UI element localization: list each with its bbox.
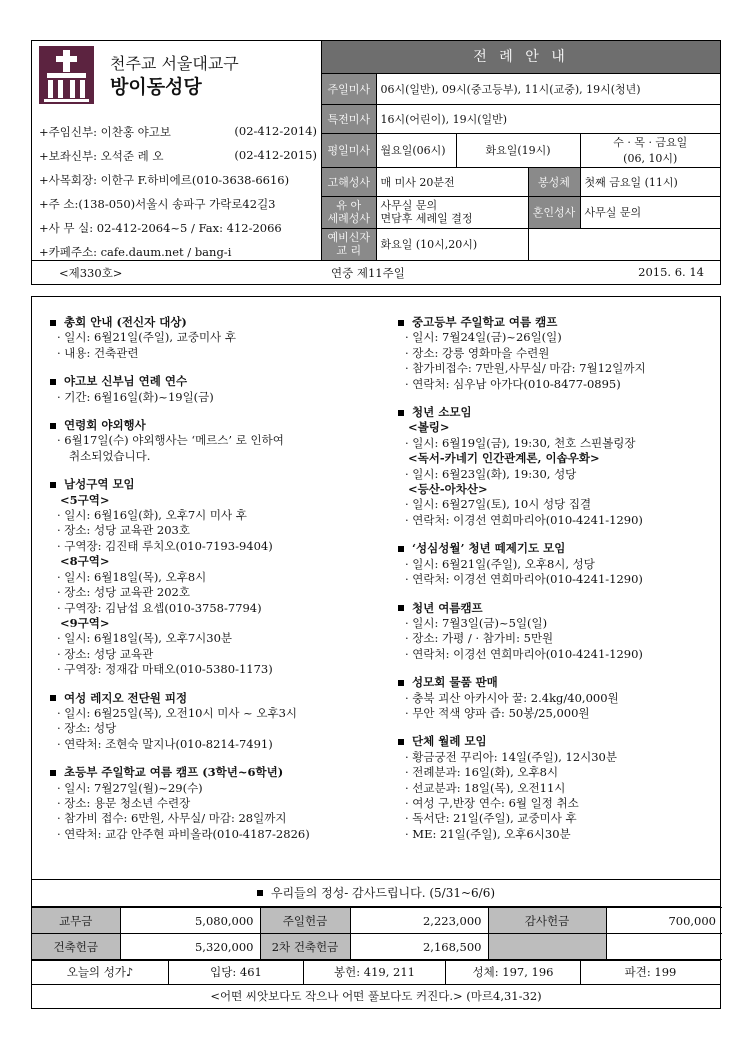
hymn-label: 오늘의 성가♪ xyxy=(32,961,169,984)
bulletin-header xyxy=(31,40,721,261)
news-section-title: 야고보 신부님 연례 연수 xyxy=(50,374,385,389)
bullet-icon xyxy=(50,320,56,326)
news-section xyxy=(50,477,385,677)
news-detail-line: · 참가비접수: 7만원,사무실/ 마감: 7월12일까지 xyxy=(405,361,646,376)
sunday-mass-label: 주일미사 xyxy=(322,74,376,104)
news-detail-line: · 6월17일(수) 야외행사는 ‘메르스’ 로 인하여 xyxy=(57,433,284,448)
offering-amount: 5,080,000 xyxy=(120,908,260,934)
news-detail-line: · 독서단: 21일(주일), 교중미사 후 xyxy=(405,811,577,826)
bullet-icon xyxy=(398,739,404,745)
news-section xyxy=(50,691,385,753)
offering-amount xyxy=(606,934,722,960)
hymn-offertory: 봉헌: 419, 211 xyxy=(304,961,446,984)
liturgical-week: 연중 제11주일 xyxy=(331,266,405,280)
news-detail-line: · 장소: 성당 교육관 203호 xyxy=(57,523,190,538)
news-section-title: 청년 여름캠프 xyxy=(398,601,718,616)
news-detail-line: · 무안 적색 양파 즙: 50봉/25,000원 xyxy=(405,705,590,720)
news-detail-line: · 연락처: 심우남 아가다(010-8477-0895) xyxy=(405,376,621,391)
news-box xyxy=(31,296,721,880)
news-detail-line: · 일시: 6월23일(화), 19:30, 성당 xyxy=(405,466,577,481)
hymn-row xyxy=(32,960,720,984)
offering-label: 주일헌금 xyxy=(260,908,350,934)
news-section-title: 여성 레지오 전단원 피정 xyxy=(50,691,385,706)
sunday-mass-times: 06시(일반), 09시(중고등부), 11시(교중), 19시(청년) xyxy=(376,74,720,104)
anointing-value: 첫째 금요일 (11시) xyxy=(580,167,720,196)
news-section-title: 남성구역 모임 xyxy=(50,477,385,492)
news-section-title: 청년 소모임 xyxy=(398,405,718,420)
bullet-icon xyxy=(398,410,404,416)
news-section xyxy=(50,765,385,842)
news-section-title: 성모회 물품 판매 xyxy=(398,675,718,690)
catechumen-label: 예비신자 교 리 xyxy=(322,228,376,260)
news-column-right xyxy=(398,315,718,855)
news-section xyxy=(398,675,718,721)
liturgy-guide-title: 전 례 안 내 xyxy=(322,41,720,74)
news-section xyxy=(398,405,718,528)
marriage-label: 혼인성사 xyxy=(528,196,580,228)
anticipated-mass-times: 16시(어린이), 19시(일반) xyxy=(376,104,720,133)
infant-baptism-label: 유 아 세례성사 xyxy=(322,196,376,228)
news-section xyxy=(398,315,718,392)
bullet-icon xyxy=(50,379,56,385)
news-detail-line: · 장소: 성당 xyxy=(57,721,117,736)
anticipated-mass-label: 특전미사 xyxy=(322,104,376,133)
news-detail-line: · 기간: 6월16일(화)~19일(금) xyxy=(57,389,214,404)
catechumen-value: 화요일 (10시,20시) xyxy=(376,228,528,260)
news-detail-line: · 일시: 6월21일(주일), 오후8시, 성당 xyxy=(405,556,595,571)
news-section-title: ‘성심성월’ 청년 떼제기도 모임 xyxy=(398,541,718,556)
bullet-icon xyxy=(398,680,404,686)
news-subheading: <볼링> xyxy=(408,420,450,435)
news-detail-line: · 연락처: 교감 안주현 파비올라(010-4187-2826) xyxy=(57,826,310,841)
news-section xyxy=(50,418,385,464)
news-detail-line: · 충북 괴산 아카시아 꿀: 2.4kg/40,000원 xyxy=(405,690,619,705)
marriage-value: 사무실 문의 xyxy=(580,196,720,228)
news-detail-line: · 장소: 강릉 영화마을 수련원 xyxy=(405,345,550,360)
confession-value: 매 미사 20분전 xyxy=(376,167,528,196)
offering-label: 교무금 xyxy=(32,908,120,934)
news-detail-line: · 일시: 6월16일(화), 오후7시 미사 후 xyxy=(57,508,247,523)
bullet-icon xyxy=(50,695,56,701)
hymn-recessional: 파견: 199 xyxy=(624,965,677,979)
bullet-icon xyxy=(50,770,56,776)
gospel-verse: <어떤 씨앗보다도 작으나 어떤 풀보다도 커진다.> (마르4,31-32) xyxy=(32,984,720,1008)
news-detail-line: · 일시: 6월25일(목), 오전10시 미사 ~ 오후3시 xyxy=(57,705,298,720)
news-detail-line: · 연락처: 이경선 연희마리아(010-4241-1290) xyxy=(405,572,643,587)
offering-amount: 2,223,000 xyxy=(350,908,488,934)
news-subheading: <등산-아차산> xyxy=(408,482,488,497)
offering-table xyxy=(32,907,722,960)
news-detail-line: · 내용: 건축관련 xyxy=(57,345,139,360)
news-section-title: 총회 안내 (전신자 대상) xyxy=(50,315,385,330)
news-detail-line: · 선교분과: 18일(목), 오전11시 xyxy=(405,780,566,795)
news-subheading: <9구역> xyxy=(60,615,110,630)
news-detail-line: · ME: 21일(주일), 오후6시30분 xyxy=(405,826,571,841)
weekday-mass-monday: 월요일(06시) xyxy=(376,133,456,167)
news-detail-line: · 연락처: 조현숙 말지나(010-8214-7491) xyxy=(57,736,273,751)
news-subheading: <5구역> xyxy=(60,492,110,507)
issue-number: <제330호> xyxy=(59,266,123,280)
empty-cell xyxy=(580,228,720,260)
confession-label: 고해성사 xyxy=(322,167,376,196)
hymn-communion: 성체: 197, 196 xyxy=(446,961,581,984)
news-detail-line: · 참가비 접수: 6만원, 사무실/ 마감: 28일까지 xyxy=(57,811,287,826)
news-column-left xyxy=(50,315,385,855)
news-detail-line: · 장소: 용문 청소년 수련장 xyxy=(57,795,191,810)
offering-label: 2차 건축헌금 xyxy=(260,934,350,960)
church-name: 방이동성당 xyxy=(110,76,202,98)
weekday-mass-label: 평일미사 xyxy=(322,133,376,167)
news-section-title: 단체 월례 모임 xyxy=(398,734,718,749)
anointing-label: 봉성체 xyxy=(528,167,580,196)
news-section-title: 중고등부 주일학교 여름 캠프 xyxy=(398,315,718,330)
news-detail-line: · 연락처: 이경선 연희마리아(010-4241-1290) xyxy=(405,512,643,527)
church-logo-icon xyxy=(39,46,94,104)
issue-bar xyxy=(31,261,721,285)
news-section-title: 초등부 주일학교 여름 캠프 (3학년~6학년) xyxy=(50,765,385,780)
offering-label: 감사헌금 xyxy=(488,908,606,934)
bullet-icon xyxy=(257,890,263,896)
liturgy-schedule-table xyxy=(322,74,720,260)
empty-cell xyxy=(528,228,580,260)
news-detail-line: · 일시: 6월19일(금), 19:30, 천호 스핀볼링장 xyxy=(405,435,636,450)
news-detail-line: · 일시: 6월18일(목), 오후7시30분 xyxy=(57,631,233,646)
bullet-icon xyxy=(398,320,404,326)
news-detail-line: · 일시: 7월3일(금)~5일(일) xyxy=(405,615,548,630)
hymn-entrance: 입당: 461 xyxy=(169,961,304,984)
news-detail-line: · 구역장: 김남섭 요셉(010-3758-7794) xyxy=(57,600,262,615)
offering-amount: 2,168,500 xyxy=(350,934,488,960)
news-subheading: <독서-카네기 인간관계론, 이솝우화> xyxy=(408,451,600,466)
news-detail-line: · 일시: 6월21일(주일), 교중미사 후 xyxy=(57,330,236,345)
news-detail-line: · 구역장: 김진태 루치오(010-7193-9404) xyxy=(57,538,273,553)
news-detail-line: · 구역장: 정재갑 마태오(010-5380-1173) xyxy=(57,662,273,677)
news-section xyxy=(50,374,385,405)
news-detail-line: · 여성 구,반장 연수: 6월 일정 취소 xyxy=(405,795,579,810)
news-subheading: <8구역> xyxy=(60,554,110,569)
news-detail-line: · 장소: 가평 / · 참가비: 5만원 xyxy=(405,631,554,646)
news-detail-line: · 전례분과: 16일(화), 오후8시 xyxy=(405,765,559,780)
news-detail-line: · 장소: 성당 교육관 202호 xyxy=(57,585,190,600)
bullet-icon xyxy=(50,482,56,488)
news-section xyxy=(50,315,385,361)
infant-baptism-value: 사무실 문의 면담후 세례일 결정 xyxy=(376,196,528,228)
issue-date: 2015. 6. 14 xyxy=(638,265,704,279)
offering-label: 건축헌금 xyxy=(32,934,120,960)
news-detail-line: · 장소: 성당 교육관 xyxy=(57,646,154,661)
offering-amount: 5,320,000 xyxy=(120,934,260,960)
church-info-panel: 천주교 서울대교구 방이동성당 +주임신부: 이찬홍 야고보 (02-412-2014) +보좌신부: 오석준 레 오 (02-412-2015) +사목회장: 이한구 F.하비에르(010-3638-6616) +주 소:(138-050)서울시 송파구 가락로42길3 +사 무 실: 02-412-2064~5 / Fax: 412-2066 +카페주소: cafe.daum.net / bang-i xyxy=(32,41,322,260)
news-detail-line: · 황금궁전 꾸리아: 14일(주일), 12시30분 xyxy=(405,749,617,764)
news-detail-line: · 연락처: 이경선 연희마리아(010-4241-1290) xyxy=(405,646,643,661)
weekday-mass-tuesday: 화요일(19시) xyxy=(456,133,580,167)
offering-box xyxy=(31,880,721,1009)
offering-label xyxy=(488,934,606,960)
news-detail-line: · 일시: 6월18일(목), 오후8시 xyxy=(57,569,207,584)
offering-title: 우리들의 정성- 감사드립니다. (5/31~6/6) xyxy=(32,880,720,907)
bullet-icon xyxy=(398,605,404,611)
news-section-title: 연령회 야외행사 xyxy=(50,418,385,433)
weekday-mass-wed-fri: 수 · 목 · 금요일 (06, 10시) xyxy=(580,133,720,167)
bullet-icon xyxy=(398,546,404,552)
bullet-icon xyxy=(50,423,56,429)
archdiocese-label: 천주교 서울대교구 xyxy=(110,54,239,73)
news-section xyxy=(398,734,718,842)
offering-amount: 700,000 xyxy=(606,908,722,934)
news-section xyxy=(398,601,718,663)
liturgy-guide-panel xyxy=(322,41,720,260)
news-detail-line: · 일시: 7월27일(월)~29(수) xyxy=(57,780,203,795)
news-detail-line: · 일시: 7월24일(금)~26일(일) xyxy=(405,330,562,345)
news-detail-line: 취소되었습니다. xyxy=(69,448,151,463)
news-detail-line: · 일시: 6월27일(토), 10시 성당 집결 xyxy=(405,497,592,512)
news-section xyxy=(398,541,718,587)
